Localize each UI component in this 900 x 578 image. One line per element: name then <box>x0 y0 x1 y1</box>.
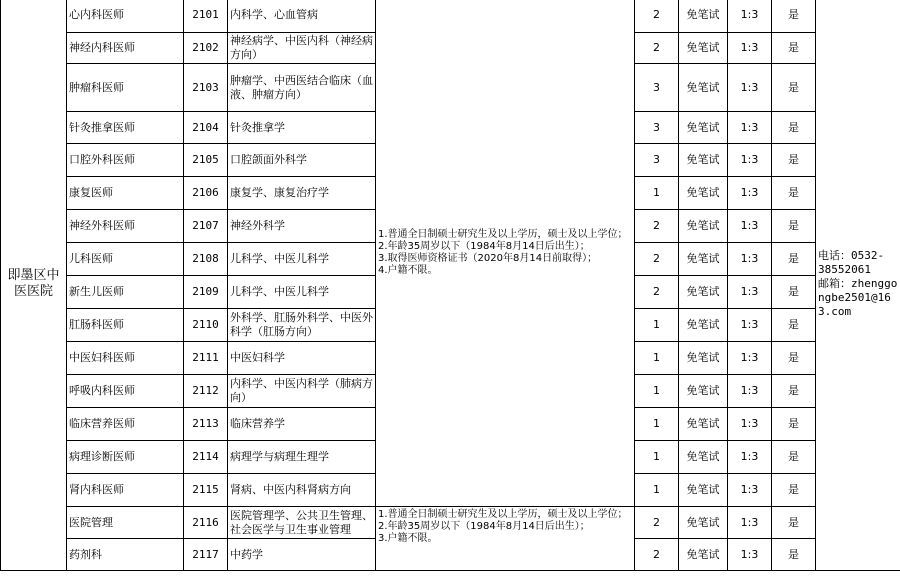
requirement-line: 3.取得医师资格证书（2020年8月14日前取得）； <box>378 252 598 264</box>
position-code-cell: 2109 <box>184 276 228 309</box>
ratio-cell: 1:3 <box>728 441 772 474</box>
position-code-cell: 2111 <box>184 342 228 375</box>
table-row <box>1 0 900 33</box>
exam-cell: 免笔试 <box>679 309 728 342</box>
ratio-cell: 1:3 <box>728 408 772 441</box>
contact-cell <box>816 0 900 571</box>
ratio-cell: 1:3 <box>728 507 772 539</box>
contact-phone <box>818 249 898 277</box>
flag-cell: 是 <box>772 144 816 177</box>
ratio-cell: 1:3 <box>728 112 772 144</box>
position-code-cell: 2114 <box>184 441 228 474</box>
position-cell: 心内科医师 <box>67 0 184 33</box>
flag-cell: 是 <box>772 243 816 276</box>
major-cell: 临床营养学 <box>228 408 376 441</box>
flag-cell: 是 <box>772 507 816 539</box>
major-cell: 内科学、中医内科学（肺病方向） <box>228 375 376 408</box>
position-code-cell: 2105 <box>184 144 228 177</box>
email-label: 邮箱： <box>818 276 851 290</box>
table-row <box>1 507 900 539</box>
requirements-cell-a <box>376 0 635 507</box>
position-cell: 中医妇科医师 <box>67 342 184 375</box>
position-cell: 医院管理 <box>67 507 184 539</box>
flag-cell: 是 <box>772 33 816 64</box>
ratio-cell: 1:3 <box>728 177 772 210</box>
exam-cell: 免笔试 <box>679 33 728 64</box>
count-cell: 2 <box>635 0 679 33</box>
ratio-cell: 1:3 <box>728 64 772 112</box>
position-cell: 口腔外科医师 <box>67 144 184 177</box>
position-code-cell: 2116 <box>184 507 228 539</box>
flag-cell: 是 <box>772 276 816 309</box>
position-cell: 肛肠科医师 <box>67 309 184 342</box>
requirement-line: 1.普通全日制硕士研究生及以上学历，硕士及以上学位； <box>378 228 628 240</box>
position-code-cell: 2102 <box>184 33 228 64</box>
position-code-cell: 2112 <box>184 375 228 408</box>
count-cell: 2 <box>635 539 679 571</box>
count-cell: 1 <box>635 408 679 441</box>
major-cell: 儿科学、中医儿科学 <box>228 243 376 276</box>
ratio-cell: 1:3 <box>728 309 772 342</box>
requirement-line: 2.年龄35周岁以下（1984年8月14日后出生）； <box>378 521 590 532</box>
major-cell: 口腔颌面外科学 <box>228 144 376 177</box>
major-cell: 医院管理学、公共卫生管理、社会医学与卫生事业管理 <box>228 507 376 539</box>
ratio-cell: 1:3 <box>728 539 772 571</box>
position-cell: 儿科医师 <box>67 243 184 276</box>
phone-label: 电话： <box>818 248 851 262</box>
count-cell: 2 <box>635 507 679 539</box>
table-body <box>1 0 900 571</box>
flag-cell: 是 <box>772 210 816 243</box>
major-cell: 病理学与病理生理学 <box>228 441 376 474</box>
exam-cell: 免笔试 <box>679 408 728 441</box>
major-cell: 中医妇科学 <box>228 342 376 375</box>
major-cell: 儿科学、中医儿科学 <box>228 276 376 309</box>
exam-cell: 免笔试 <box>679 342 728 375</box>
major-cell: 内科学、心血管病 <box>228 0 376 33</box>
flag-cell: 是 <box>772 309 816 342</box>
exam-cell: 免笔试 <box>679 474 728 507</box>
position-code-cell: 2117 <box>184 539 228 571</box>
flag-cell: 是 <box>772 64 816 112</box>
position-cell: 康复医师 <box>67 177 184 210</box>
flag-cell: 是 <box>772 408 816 441</box>
count-cell: 1 <box>635 441 679 474</box>
major-cell: 针灸推拿学 <box>228 112 376 144</box>
position-cell: 临床营养医师 <box>67 408 184 441</box>
position-code-cell: 2113 <box>184 408 228 441</box>
flag-cell: 是 <box>772 0 816 33</box>
exam-cell: 免笔试 <box>679 210 728 243</box>
count-cell: 1 <box>635 375 679 408</box>
position-code-cell: 2106 <box>184 177 228 210</box>
position-cell: 新生儿医师 <box>67 276 184 309</box>
exam-cell: 免笔试 <box>679 64 728 112</box>
position-code-cell: 2107 <box>184 210 228 243</box>
count-cell: 2 <box>635 243 679 276</box>
position-cell: 药剂科 <box>67 539 184 571</box>
major-cell: 康复学、康复治疗学 <box>228 177 376 210</box>
position-code-cell: 2115 <box>184 474 228 507</box>
ratio-cell: 1:3 <box>728 144 772 177</box>
count-cell: 1 <box>635 309 679 342</box>
requirement-line: 3.户籍不限。 <box>378 533 438 544</box>
ratio-cell: 1:3 <box>728 33 772 64</box>
phone-value: 0532-38552061 <box>818 248 885 276</box>
position-code-cell: 2104 <box>184 112 228 144</box>
exam-cell: 免笔试 <box>679 112 728 144</box>
count-cell: 2 <box>635 210 679 243</box>
major-cell: 肿瘤学、中西医结合临床（血液、肿瘤方向） <box>228 64 376 112</box>
position-cell: 神经外科医师 <box>67 210 184 243</box>
position-code-cell: 2103 <box>184 64 228 112</box>
email-value[interactable]: zhenggongbe2501@163.com <box>818 276 898 318</box>
count-cell: 1 <box>635 342 679 375</box>
exam-cell: 免笔试 <box>679 144 728 177</box>
exam-cell: 免笔试 <box>679 375 728 408</box>
position-cell: 肿瘤科医师 <box>67 64 184 112</box>
position-code-cell: 2108 <box>184 243 228 276</box>
major-cell: 中药学 <box>228 539 376 571</box>
exam-cell: 免笔试 <box>679 276 728 309</box>
requirement-line: 4.户籍不限。 <box>378 264 438 276</box>
exam-cell: 免笔试 <box>679 0 728 33</box>
flag-cell: 是 <box>772 539 816 571</box>
ratio-cell: 1:3 <box>728 243 772 276</box>
position-cell: 呼吸内科医师 <box>67 375 184 408</box>
exam-cell: 免笔试 <box>679 243 728 276</box>
flag-cell: 是 <box>772 112 816 144</box>
major-cell: 肾病、中医内科肾病方向 <box>228 474 376 507</box>
flag-cell: 是 <box>772 474 816 507</box>
count-cell: 2 <box>635 33 679 64</box>
major-cell: 神经病学、中医内科（神经病方向） <box>228 33 376 64</box>
ratio-cell: 1:3 <box>728 342 772 375</box>
count-cell: 1 <box>635 177 679 210</box>
requirement-line: 1.普通全日制硕士研究生及以上学历，硕士及以上学位； <box>378 509 628 520</box>
count-cell: 3 <box>635 112 679 144</box>
count-cell: 3 <box>635 144 679 177</box>
ratio-cell: 1:3 <box>728 375 772 408</box>
flag-cell: 是 <box>772 342 816 375</box>
exam-cell: 免笔试 <box>679 507 728 539</box>
ratio-cell: 1:3 <box>728 210 772 243</box>
flag-cell: 是 <box>772 177 816 210</box>
major-cell: 神经外科学 <box>228 210 376 243</box>
unit-name-cell: 即墨区中医医院 <box>1 0 67 571</box>
position-code-cell: 2101 <box>184 0 228 33</box>
count-cell: 2 <box>635 276 679 309</box>
count-cell: 3 <box>635 64 679 112</box>
position-cell: 针灸推拿医师 <box>67 112 184 144</box>
requirement-line: 2.年龄35周岁以下（1984年8月14日后出生）； <box>378 240 590 252</box>
major-cell: 外科学、肛肠外科学、中医外科学（肛肠方向） <box>228 309 376 342</box>
position-code-cell: 2110 <box>184 309 228 342</box>
position-cell: 肾内科医师 <box>67 474 184 507</box>
ratio-cell: 1:3 <box>728 276 772 309</box>
flag-cell: 是 <box>772 441 816 474</box>
ratio-cell: 1:3 <box>728 474 772 507</box>
position-cell: 病理诊断医师 <box>67 441 184 474</box>
exam-cell: 免笔试 <box>679 177 728 210</box>
count-cell: 1 <box>635 474 679 507</box>
exam-cell: 免笔试 <box>679 441 728 474</box>
contact-email <box>818 277 898 319</box>
exam-cell: 免笔试 <box>679 539 728 571</box>
position-cell: 神经内科医师 <box>67 33 184 64</box>
requirements-cell-b <box>376 507 635 571</box>
flag-cell: 是 <box>772 375 816 408</box>
ratio-cell: 1:3 <box>728 0 772 33</box>
